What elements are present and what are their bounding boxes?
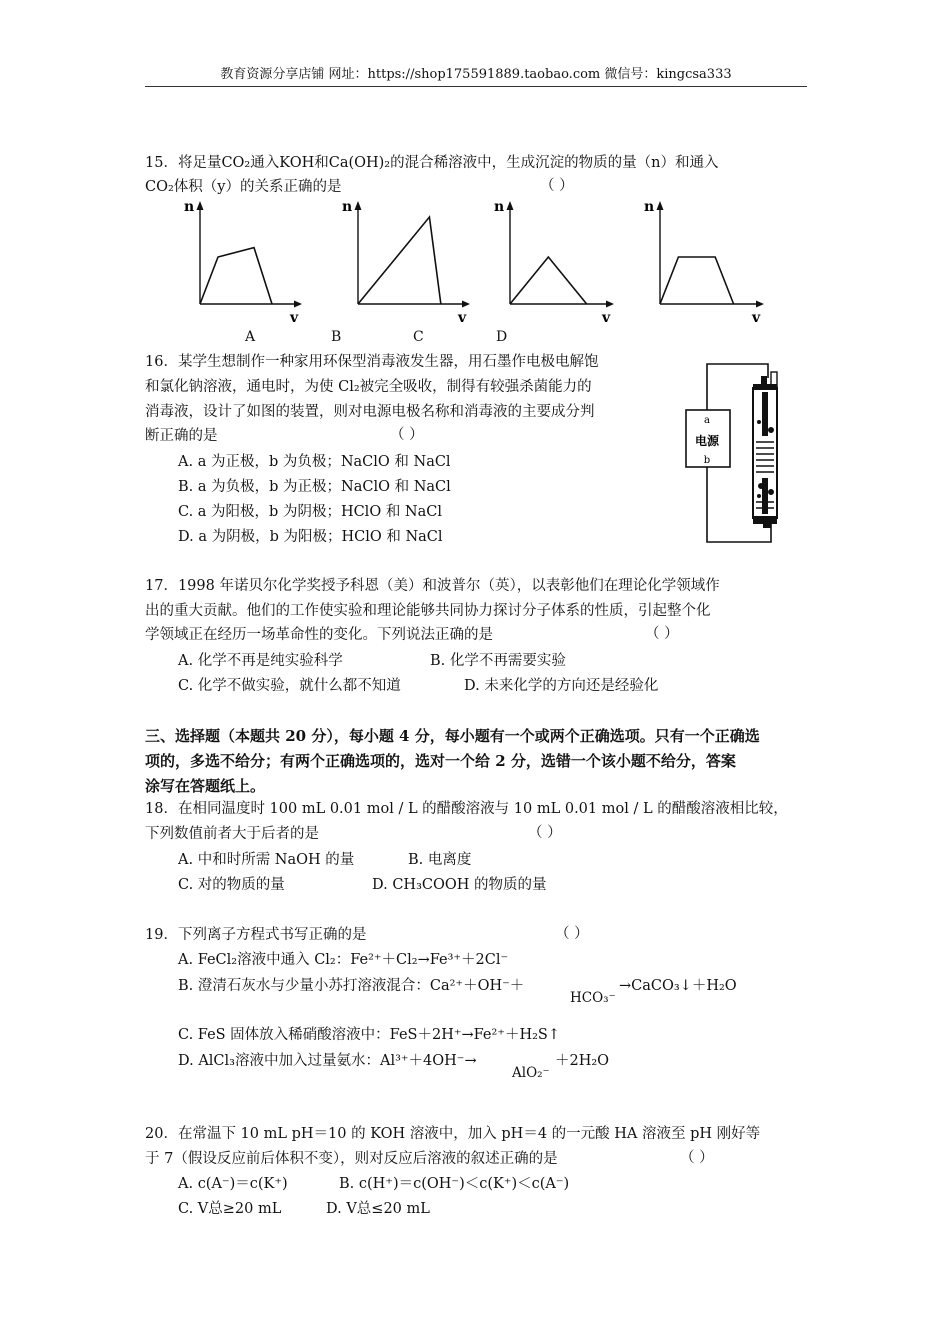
q19-option-d-ion: AlO₂⁻ xyxy=(512,1065,550,1081)
q18-option-a: A. 中和时所需 NaOH 的量 xyxy=(178,852,355,868)
q20-option-d: D. V总≤20 mL xyxy=(326,1201,430,1217)
q19-option-a: A. FeCl₂溶液中通入 Cl₂：Fe²⁺＋Cl₂→Fe³⁺＋2Cl⁻ xyxy=(178,952,509,968)
q19-option-d-products: ＋2H₂O xyxy=(555,1053,610,1069)
q15-answer-bracket: （ ） xyxy=(540,178,574,194)
x-axis-label: v xyxy=(602,310,611,324)
electrolysis-apparatus-diagram xyxy=(683,362,803,544)
q19-option-d: D. AlCl₃溶液中加入过量氨水：Al³⁺＋4OH⁻→ xyxy=(178,1053,477,1069)
q19-option-b: B. 澄清石灰水与少量小苏打溶液混合：Ca²⁺＋OH⁻＋ xyxy=(178,978,525,994)
power-supply-label: 电源 xyxy=(694,434,720,448)
q17-answer-bracket: （ ） xyxy=(645,626,679,642)
y-axis-arrow xyxy=(657,201,664,210)
q15-chart-d xyxy=(638,196,770,324)
q19-answer-bracket: （ ） xyxy=(555,926,589,942)
q20-option-b: B. c(H⁺)＝c(OH⁻)＜c(K⁺)＜c(A⁻) xyxy=(339,1176,570,1192)
q17-option-b: B. 化学不再需要实验 xyxy=(430,653,566,669)
q18-answer-bracket: （ ） xyxy=(528,825,562,841)
q19-option-b-ion: HCO₃⁻ xyxy=(570,990,616,1006)
data-curve xyxy=(660,257,734,304)
q18-option-b: B. 电离度 xyxy=(408,852,472,868)
x-axis-label: v xyxy=(290,310,299,324)
y-axis-label: n xyxy=(184,199,195,215)
data-curve xyxy=(358,217,441,304)
q17-line3: 学领域正在经历一场革命性的变化。下列说法正确的是 xyxy=(145,627,493,643)
q15-chart-a xyxy=(178,196,308,324)
q20-answer-bracket: （ ） xyxy=(680,1150,714,1166)
data-curve xyxy=(200,248,272,304)
q19-line1: 19．下列离子方程式书写正确的是 xyxy=(145,927,367,943)
q18-option-c: C. 对的物质的量 xyxy=(178,877,285,893)
q16-line1: 16．某学生想制作一种家用环保型消毒液发生器，用石墨作电极电解饱 xyxy=(145,354,599,370)
x-axis-label: v xyxy=(458,310,467,324)
q17-option-d: D. 未来化学的方向还是经验化 xyxy=(464,678,659,694)
q16-option-a: A. a 为正极，b 为负极；NaClO 和 NaCl xyxy=(178,454,451,470)
q15-label-c: C xyxy=(413,329,424,345)
terminal-b-label: b xyxy=(703,455,711,466)
section3-line1: 三、选择题（本题共 20 分），每小题 4 分，每小题有一个或两个正确选项。只有一个正确选 xyxy=(145,727,760,745)
header-divider xyxy=(145,86,807,87)
q19-option-b-products: →CaCO₃↓＋H₂O xyxy=(619,978,737,994)
q16-line2: 和氯化钠溶液，通电时，为使 Cl₂被完全吸收，制得有较强杀菌能力的 xyxy=(145,379,592,395)
y-axis-label: n xyxy=(494,199,505,215)
q16-option-d: D. a 为阴极，b 为阳极；HClO 和 NaCl xyxy=(178,529,443,545)
y-axis-label: n xyxy=(644,199,655,215)
y-axis-arrow xyxy=(507,201,514,210)
q15-chart-b xyxy=(336,196,476,324)
x-axis-arrow xyxy=(462,301,470,308)
q15-line1: 15．将足量CO₂通入KOH和Ca(OH)₂的混合稀溶液中，生成沉淀的物质的量（n）和通入 xyxy=(145,155,719,171)
q17-line1: 17．1998 年诺贝尔化学奖授予科恩（美）和波普尔（英），以表彰他们在理论化学领域作 xyxy=(145,578,720,594)
section3-line3: 涂写在答题纸上。 xyxy=(145,777,266,795)
x-axis-label: v xyxy=(752,310,761,324)
q16-option-b: B. a 为负极，b 为正极；NaClO 和 NaCl xyxy=(178,479,451,495)
y-axis-label: n xyxy=(342,199,353,215)
y-axis-arrow xyxy=(355,201,362,210)
q15-line2: CO₂体积（y）的关系正确的是 xyxy=(145,179,342,195)
q15-label-a: A xyxy=(245,329,256,345)
q16-line4: 断正确的是 xyxy=(145,428,218,444)
q18-option-d: D. CH₃COOH 的物质的量 xyxy=(372,877,547,893)
q20-option-a: A. c(A⁻)＝c(K⁺) xyxy=(178,1176,288,1192)
x-axis-arrow xyxy=(294,301,302,308)
terminal-a-label: a xyxy=(704,415,710,426)
q20-line1: 20．在常温下 10 mL pH＝10 的 KOH 溶液中，加入 pH＝4 的一元酸 HA 溶液至 pH 刚好等 xyxy=(145,1126,761,1142)
x-axis-arrow xyxy=(756,301,764,308)
q15-chart-c xyxy=(488,196,620,324)
page-header: 教育资源分享店铺 网址：https://shop175591889.taobao.com 微信号：kingcsa333 xyxy=(220,67,732,82)
q17-option-a: A. 化学不再是纯实验科学 xyxy=(178,653,343,669)
q18-line1: 18．在相同温度时 100 mL 0.01 mol / L 的醋酸溶液与 10 mL 0.01 mol / L 的醋酸溶液相比较， xyxy=(145,801,788,817)
section3-line2: 项的，多选不给分；有两个正确选项的，选对一个给 2 分，选错一个该小题不给分，答案 xyxy=(145,752,736,770)
data-curve xyxy=(510,257,587,304)
q15-label-d: D xyxy=(496,329,508,345)
y-axis-arrow xyxy=(197,201,204,210)
q16-answer-bracket: （ ） xyxy=(390,427,424,443)
q16-line3: 消毒液，设计了如图的装置，则对电源电极名称和消毒液的主要成分判 xyxy=(145,404,595,420)
q17-line2: 出的重大贡献。他们的工作使实验和理论能够共同协力探讨分子体系的性质，引起整个化 xyxy=(145,603,711,619)
q18-line2: 下列数值前者大于后者的是 xyxy=(145,826,319,842)
q20-line2: 于 7（假设反应前后体积不变），则对反应后溶液的叙述正确的是 xyxy=(145,1151,558,1167)
q17-option-c: C. 化学不做实验，就什么都不知道 xyxy=(178,678,401,694)
q16-option-c: C. a 为阳极，b 为阴极；HClO 和 NaCl xyxy=(178,504,442,520)
q15-label-b: B xyxy=(331,329,342,345)
q19-option-c: C. FeS 固体放入稀硝酸溶液中：FeS＋2H⁺→Fe²⁺＋H₂S↑ xyxy=(178,1027,560,1043)
x-axis-arrow xyxy=(606,301,614,308)
q20-option-c: C. V总≥20 mL xyxy=(178,1201,282,1217)
